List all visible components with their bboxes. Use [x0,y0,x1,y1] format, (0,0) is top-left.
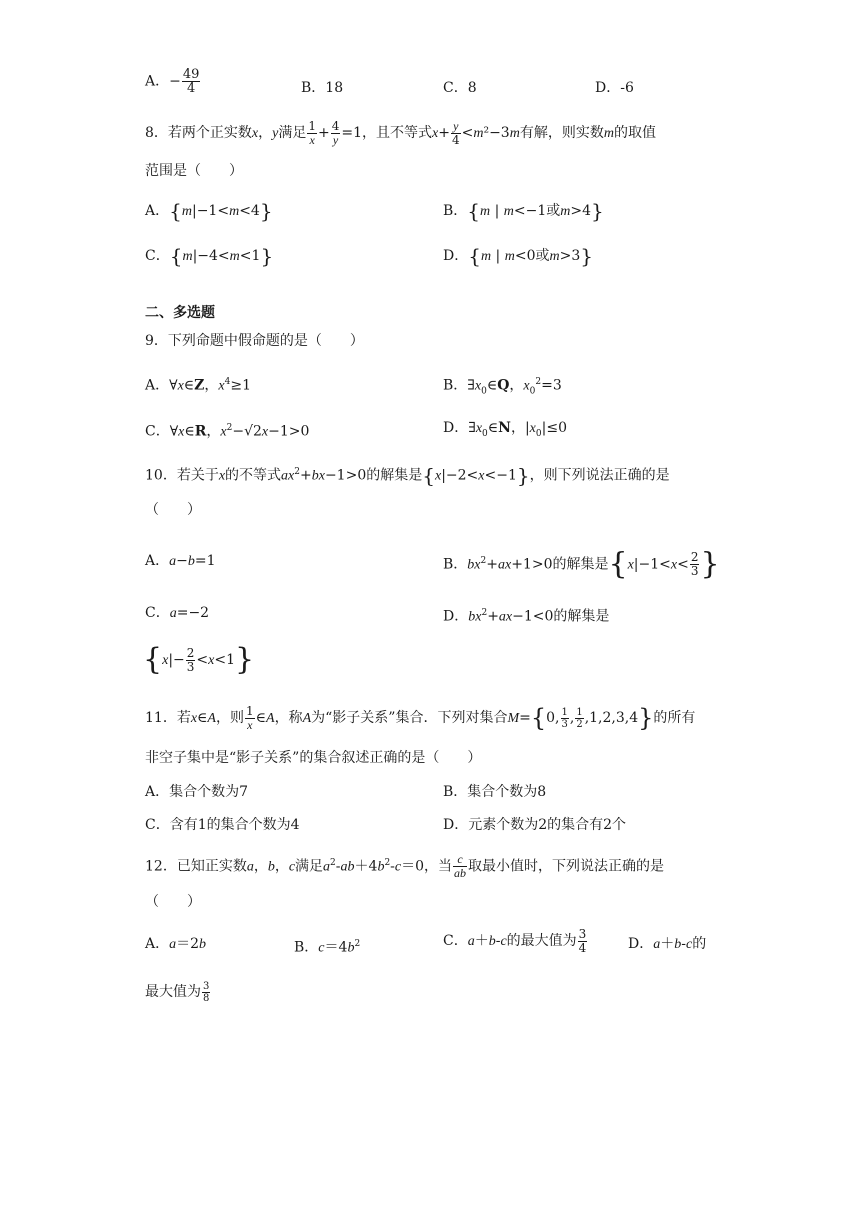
q9-option-c: C．∀x∈R，$x^2-√2x-1>0$ [145,423,310,440]
q10-option-a: A．a−b=1 [145,553,216,569]
q9-option-a: A．∀x∈Z，$x^4\ge 1$ [145,377,251,394]
q12-option-b: B．$c=4b^2$ [294,939,361,956]
q10-option-d: D．$bx^2+ax-1<0$的解集是 [443,608,610,625]
q8-stem-line1: 8．若两个正实数x，y满足 $\frac{1}{x}$ + $\frac{4}{y}$ =1，且不等式x+ $\frac{y}{4}$ <m²−3m有解，则实数m的取值 [145,118,656,147]
q12-stem-line1: 12．已知正实数a，b，c满足$a^2-ab+4b^2-c=0$，当 $\frac{c}{ab}$ 取最小值时，下列说法正确的是 [145,852,665,881]
q10-stem-line1: 10．若关于x的不等式$ax^2+bx-1>0$的解集是{x|−2<x<−1}，则下列说法正确的是 [145,463,670,488]
section-title: 二、多选题 [145,305,215,321]
q8-option-d: D．{m | m<0或m>3} [443,244,593,268]
q11-option-a: A．集合个数为7 [145,784,249,800]
q8-option-a: A．{m|−1<m<4} [145,199,273,223]
q7-option-b: B．18 [301,80,344,96]
q11-stem-line2: 非空子集中是“影子关系”的集合叙述正确的是（ ） [145,750,482,766]
q8-option-b: B．{m | m<−1或m>4} [443,199,604,223]
q9-option-b: B．$\exists x_0\in Q$，$x_0^2=3$ [443,377,562,397]
q12-option-a: A．a＝2b [145,936,207,952]
q12-option-d: D．a＋b-c的 [628,936,707,952]
q11-option-c: C．含有1的集合个数为4 [145,817,300,833]
q9-stem: 9．下列命题中假命题的是（ ） [145,333,364,349]
q12-option-d-cont: 最大值为 $\frac{3}{8}$ [145,980,210,1004]
q12-stem-line2: （ ） [145,894,201,910]
q11-stem-line1: 11．若x∈A，则 $\frac{1}{x}$ ∈A，称A为“影子关系”集合．下列对集合M={0, $\frac{1}{3}$ , $\frac{1}{2}$ ,1,2,3,4}的所有 [145,703,696,732]
q8-option-c: C．{m|−4<m<1} [145,244,274,268]
q7-option-d: D．-6 [595,80,634,96]
q9-option-d: D．$\exists x_0\in N$，$|x_0|\le 0$ [443,420,567,439]
q10-stem-line2: （ ） [145,502,201,518]
q10-option-c: C．a=−2 [145,605,210,621]
q10-option-d-cont: {x|− $\frac{2}{3}$ <x<1} [143,642,255,677]
q11-option-d: D．元素个数为2的集合有2个 [443,817,627,833]
q10-option-b: B．$bx^2+ax+1>0$的解集是{x|−1<x< $\frac{2}{3}$ } [443,546,720,582]
q12-option-c: C．a＋b-c的最大值为 $\frac{3}{4}$ [443,926,587,955]
q7-option-a: A．− $\frac{49}{4}$ [145,67,200,96]
q11-option-b: B．集合个数为8 [443,784,547,800]
q8-stem-line2: 范围是（ ） [145,163,243,179]
q7-option-c: C．8 [443,80,477,96]
